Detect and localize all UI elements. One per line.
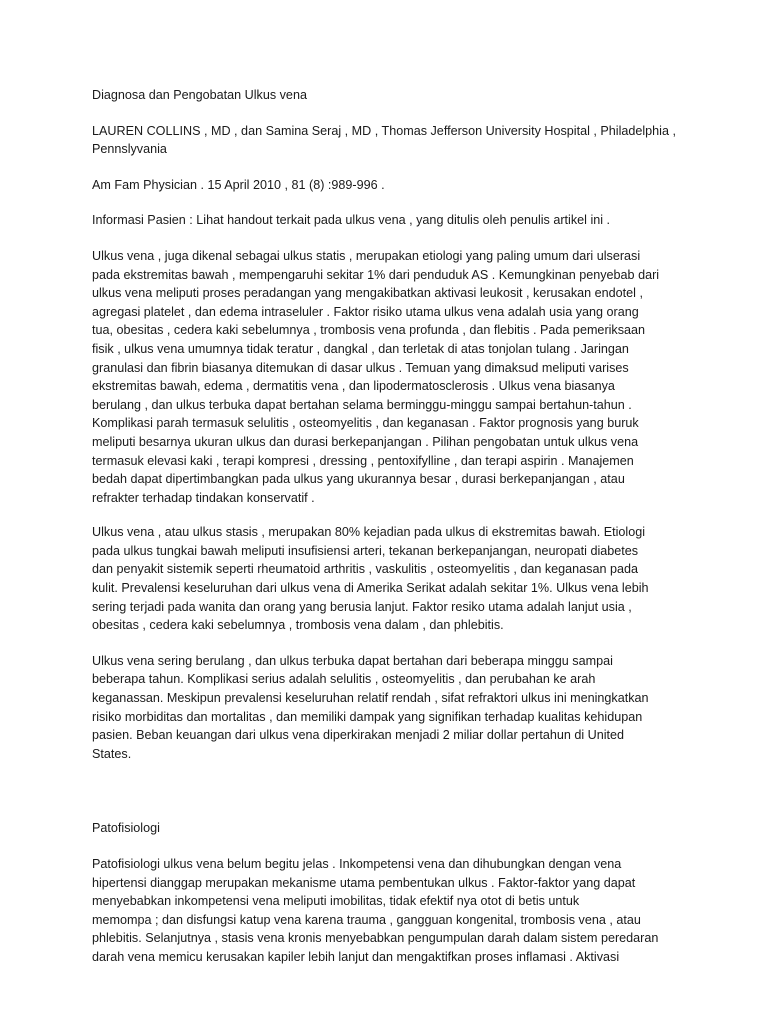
body-paragraph: Ulkus vena , juga dikenal sebagai ulkus statis , merupakan etiologi yang paling umum dari ulserasi pada ekstremitas bawah , mempengaruhi sekitar 1% dari penduduk AS . Kemungkinan penyebab dari ulkus vena meliputi proses peradangan yang mengakibatkan aktivasi leukosit , kerusakan endotel , agregasi platelet , dan edema intraseluler . Faktor risiko utama ulkus vena adalah usia yang orang tua, obesitas , cedera kaki sebelumnya , trombosis vena profunda , dan flebitis . Pada pemeriksaan fisik , ulkus vena umumnya tidak teratur , dangkal , dan terletak di atas tonjolan tulang . Jaringan granulasi dan fibrin biasanya ditemukan di dasar ulkus . Temuan yang dimaksud meliputi varises ekstremitas bawah, edema , dermatitis vena , dan lipodermatosclerosis . Ulkus vena biasanya berulang , dan ulkus terbuka dapat bertahan selama berminggu-minggu sampai bertahun-tahun . Komplikasi parah termasuk selulitis , osteomyelitis , dan keganasan . Faktor prognosis yang buruk meliputi besarnya ukuran ulkus dan durasi berkepanjangan . Pilihan pengobatan untuk ulkus vena termasuk elevasi kaki , terapi kompresi , dressing , pentoxifylline , dan terapi aspirin . Manajemen bedah dapat dipertimbangkan pada ulkus yang ukurannya besar , durasi berkepanjangan , atau refrakter terhadap tindakan konservatif . (92, 248, 660, 505)
body-paragraph: Ulkus vena sering berulang , dan ulkus terbuka dapat bertahan dari beberapa minggu sampai beberapa tahun. Komplikasi serius adalah selulitis , osteomyelitis , dan perubahan ke arah keganassan. Meskipun prevalensi keseluruhan relatif rendah , sifat refraktori ulkus ini meningkatkan risiko morbiditas dan mortalitas , dan memiliki dampak yang signifikan terhadap kualitas kehidupan pasien. Beban keuangan dari ulkus vena diperkirakan menjadi 2 miliar dollar pertahun di United States. (92, 653, 649, 761)
citation-line: Am Fam Physician . 15 April 2010 , 81 (8) :989-996 . (92, 177, 385, 192)
body-paragraph: Ulkus vena , atau ulkus stasis , merupakan 80% kejadian pada ulkus di ekstremitas bawah. Etiologi pada ulkus tungkai bawah meliputi insufisiensi arteri, tekanan berkepanjangan, neuropati diabetes dan penyakit sistemik seperti rheumatoid arthritis , vaskulitis , osteomyelitis , dan keganasan pada kulit. Prevalensi keseluruhan dari ulkus vena di Amerika Serikat adalah sekitar 1%. Ulkus vena lebih sering terjadi pada wanita dan orang yang berusia lanjut. Faktor resiko utama adalah lanjut usia , obesitas , cedera kaki sebelumnya , trombosis vena dalam , dan phlebitis. (92, 525, 649, 633)
blank-space (92, 763, 682, 819)
document-page (92, 86, 682, 967)
section-heading: Patofisiologi (92, 821, 160, 836)
author-line: LAUREN COLLINS , MD , dan Samina Seraj , MD , Thomas Jefferson University Hospital , Philadelphia , Pennslyvania (92, 123, 676, 157)
patient-info-line: Informasi Pasien : Lihat handout terkait pada ulkus vena , yang ditulis oleh penulis artikel ini . (92, 213, 611, 228)
document-title: Diagnosa dan Pengobatan Ulkus vena (92, 88, 307, 102)
body-paragraph: Patofisiologi ulkus vena belum begitu jelas . Inkompetensi vena dan dihubungkan dengan vena hipertensi dianggap merupakan mekanisme utama pembentukan ulkus . Faktor-faktor yang dapat menyebabkan inkompetensi vena meliputi imobilitas, tidak efektif nya otot di betis untuk memompa ; dan disfungsi katup vena karena trauma , gangguan kongenital, trombosis vena , atau phlebitis. Selanjutnya , stasis vena kronis menyebabkan pengumpulan darah dalam sistem peredaran darah vena memicu kerusakan kapiler lebih lanjut dan mengaktifkan proses inflamasi . Aktivasi (92, 857, 659, 964)
